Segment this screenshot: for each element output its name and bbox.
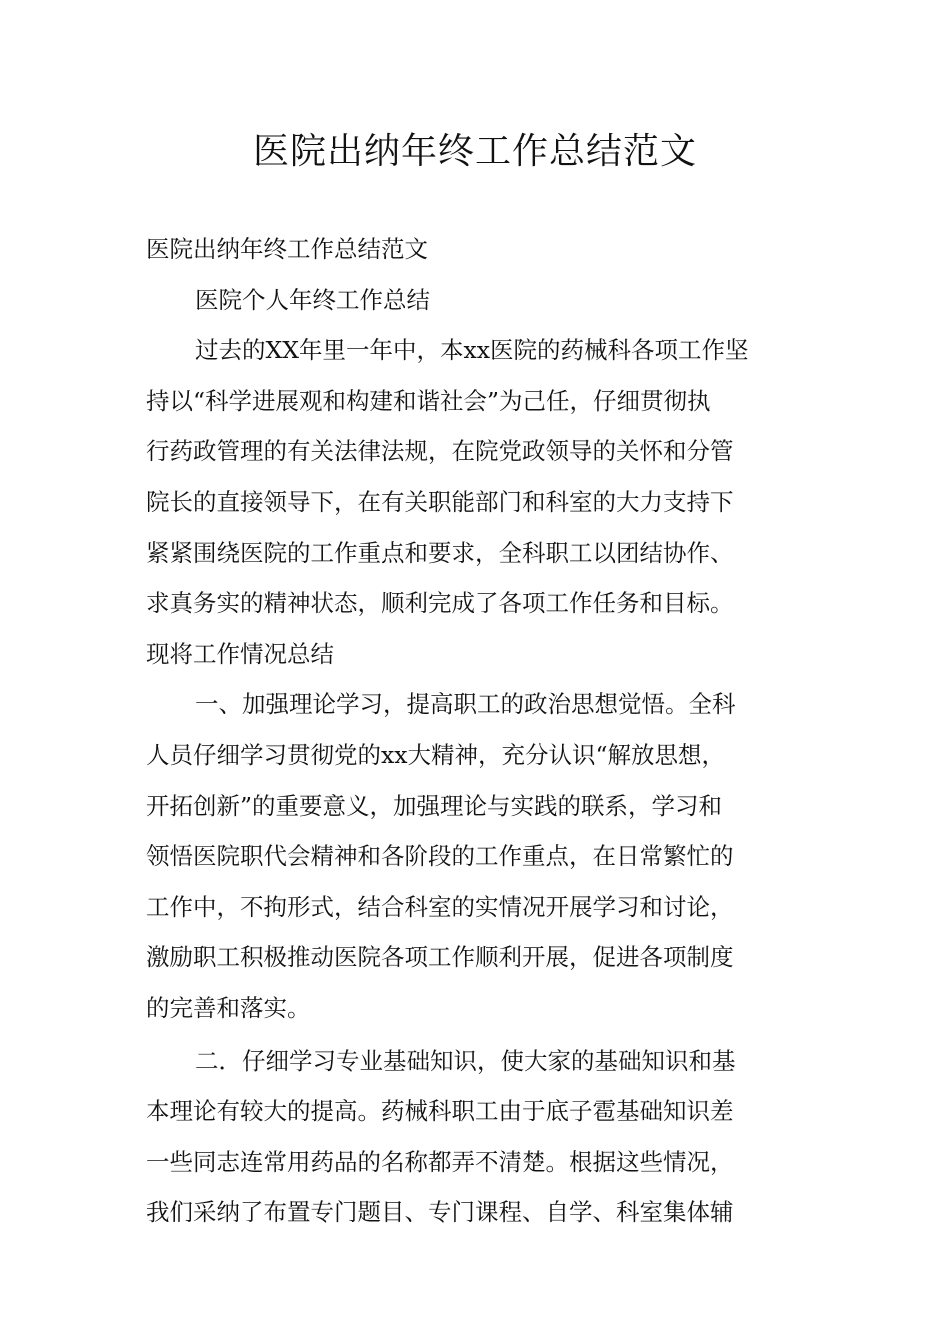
body-line-7: 紧紧围绕医院的工作重点和要求，全科职工以团结协作、 <box>146 538 734 567</box>
body-line-8: 求真务实的精神状态，顺利完成了各项工作任务和目标。 <box>146 589 734 618</box>
body-line-17: 二．仔细学习专业基础知识，使大家的基础知识和基 <box>195 1046 736 1075</box>
body-line-10: 一、加强理论学习，提高职工的政治思想觉悟。全科 <box>195 690 736 719</box>
body-line-19: 一些同志连常用药品的名称都弄不清楚。根据这些情况， <box>146 1147 734 1176</box>
body-line-20: 我们采纳了布置专门题目、专门课程、自学、科室集体辅 <box>146 1198 734 1227</box>
body-line-4: 持以“科学进展观和构建和谐社会”为己任，仔细贯彻执 <box>146 386 711 415</box>
body-line-11: 人员仔细学习贯彻党的xx大精神，充分认识“解放思想， <box>146 740 726 769</box>
body-line-9: 现将工作情况总结 <box>146 639 334 668</box>
body-line-6: 院长的直接领导下，在有关职能部门和科室的大力支持下 <box>146 487 734 516</box>
body-line-12: 开拓创新”的重要意义，加强理论与实践的联系，学习和 <box>146 791 723 820</box>
document-title: 医院出纳年终工作总结范文 <box>252 131 697 172</box>
body-line-3: 过去的XX年里一年中，本xx医院的药械科各项工作坚 <box>195 336 749 365</box>
body-line-14: 工作中，不拘形式，结合科室的实情况开展学习和讨论， <box>146 892 734 921</box>
body-line-1: 医院出纳年终工作总结范文 <box>146 235 428 263</box>
body-line-18: 本理论有较大的提高。药械科职工由于底子雹基础知识差 <box>146 1097 734 1126</box>
body-line-13: 领悟医院职代会精神和各阶段的工作重点，在日常繁忙的 <box>146 842 734 871</box>
body-line-16: 的完善和落实。 <box>146 993 311 1022</box>
document-body <box>146 224 806 1238</box>
body-line-5: 行药政管理的有关法律法规，在院党政领导的关怀和分管 <box>146 437 734 466</box>
body-line-2: 医院个人年终工作总结 <box>195 285 430 314</box>
body-line-15: 激励职工积极推动医院各项工作顺利开展，促进各项制度 <box>146 943 734 972</box>
